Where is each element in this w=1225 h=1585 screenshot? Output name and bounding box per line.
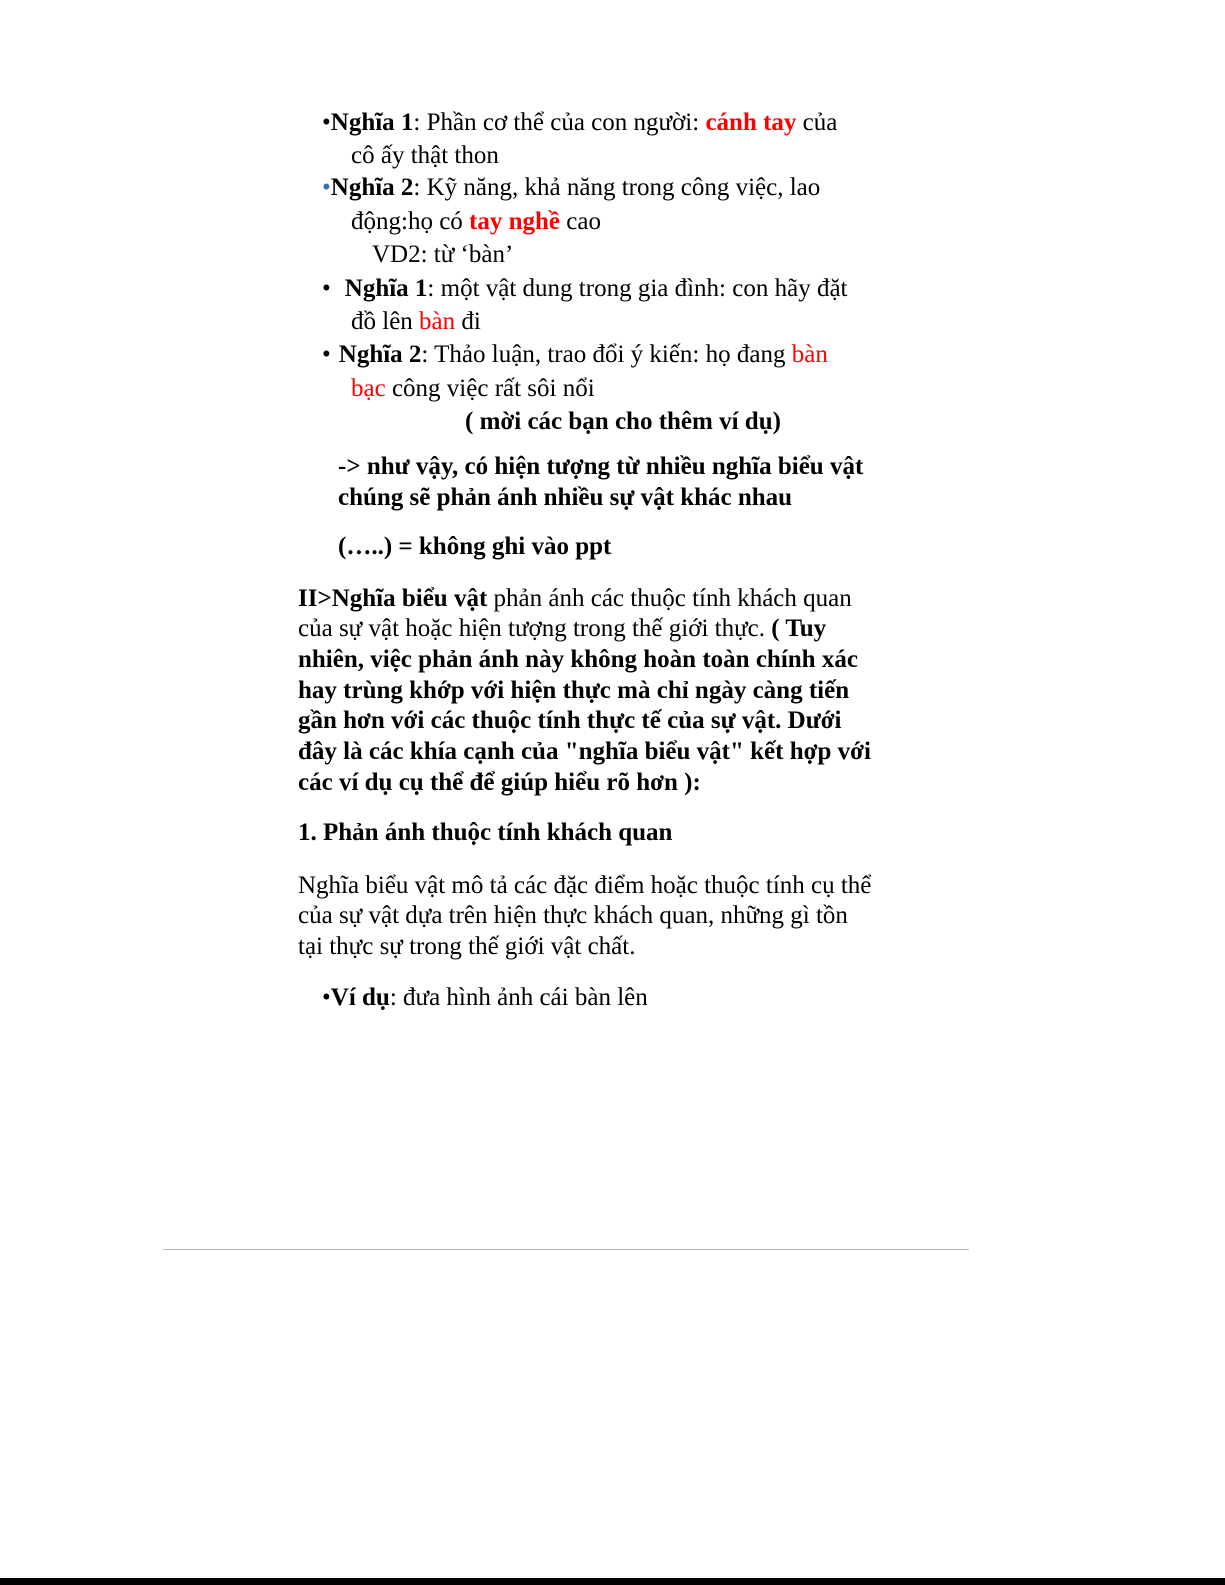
bullet-label: Nghĩa 2 — [330, 174, 414, 201]
section-2-line-3: nhiên, việc phản ánh này không hoàn toàn chính xác — [298, 646, 858, 673]
conclusion-line-1: -> như vậy, có hiện tượng từ nhiều nghĩa biểu vật — [338, 453, 864, 480]
highlight-word: cánh tay — [705, 109, 797, 136]
bullet-text-after: của — [796, 109, 838, 136]
paragraph-line-1: Nghĩa biểu vật mô tả các đặc điểm hoặc thuộc tính cụ thể — [298, 872, 872, 899]
section-text: của sự vật hoặc hiện tượng trong thế giới thực. — [298, 615, 772, 642]
bullet-continuation — [351, 373, 595, 405]
highlight-word: tay nghề — [469, 208, 561, 235]
continuation-text-after: cao — [560, 208, 601, 235]
bullet-label: Nghĩa 2 — [338, 341, 422, 368]
section-text-bold: ( Tuy — [771, 615, 827, 642]
section-2-line-5: gần hơn với các thuộc tính thực tế của sự vật. Dưới — [298, 707, 842, 734]
bullet-label: Nghĩa 1 — [344, 275, 428, 302]
continuation-text-after: công việc rất sôi nổi — [385, 375, 595, 402]
example-label: Ví dụ — [330, 984, 390, 1011]
section-2-line-4: hay trùng khớp với hiện thực mà chỉ ngày càng tiến — [298, 677, 850, 704]
paragraph-line-2: của sự vật dựa trên hiện thực khách quan, những gì tồn — [298, 902, 848, 929]
continuation-text: đồ lên — [351, 308, 420, 335]
bullet-text: : Phần cơ thể của con người: — [413, 109, 706, 136]
section-2-line-7: các ví dụ cụ thể để giúp hiểu rõ hơn ): — [298, 769, 701, 796]
note-not-in-ppt: (…..) = không ghi vào ppt — [338, 533, 612, 560]
section-2-line-2 — [298, 613, 826, 645]
section-2-line-1 — [298, 583, 852, 615]
bullet-meaning-2-discuss — [322, 339, 828, 371]
page-divider — [163, 1249, 969, 1250]
example-text: : đưa hình ảnh cái bàn lên — [389, 984, 648, 1011]
bullet-dot: • — [322, 174, 331, 201]
highlight-word: bạc — [351, 375, 386, 402]
bullet-text: : Thảo luận, trao đổi ý kiến: họ đang — [421, 341, 792, 368]
section-heading: II>Nghĩa biểu vật — [298, 585, 488, 612]
bottom-edge-bar — [0, 1578, 1225, 1585]
bullet-label: Nghĩa 1 — [330, 109, 414, 136]
bullet-dot: • — [322, 109, 331, 136]
bullet-continuation: cô ấy thật thon — [351, 142, 499, 169]
highlight-word: bàn — [419, 308, 456, 335]
bullet-text: : Kỹ năng, khả năng trong công việc, lao — [413, 174, 821, 201]
conclusion-line-2: chúng sẽ phản ánh nhiều sự vật khác nhau — [338, 484, 793, 511]
bullet-continuation — [351, 306, 481, 338]
bullet-meaning-2-skill — [322, 172, 820, 204]
section-text: phản ánh các thuộc tính khách quan — [487, 585, 852, 612]
bullet-text: : một vật dung trong gia đình: con hãy đặt — [427, 275, 848, 302]
subheading-objective-attributes: 1. Phản ánh thuộc tính khách quan — [298, 819, 673, 846]
bullet-dot: • — [322, 984, 331, 1011]
highlight-word: bàn — [791, 341, 828, 368]
example-2-label: VD2: từ ‘bàn’ — [372, 241, 514, 268]
example-bullet — [322, 982, 648, 1014]
bullet-meaning-1-table — [322, 273, 848, 305]
bullet-continuation — [351, 206, 601, 238]
section-2-line-6: đây là các khía cạnh của "nghĩa biểu vật" kết hợp với — [298, 738, 871, 765]
continuation-text-after: đi — [455, 308, 481, 335]
invite-examples: ( mời các bạn cho thêm ví dụ) — [465, 408, 781, 435]
bullet-meaning-1-arm — [322, 107, 837, 139]
paragraph-line-3: tại thực sự trong thế giới vật chất. — [298, 933, 636, 960]
bullet-dot: • — [322, 275, 331, 302]
continuation-text: động:họ có — [351, 208, 470, 235]
bullet-dot: • — [322, 341, 331, 368]
